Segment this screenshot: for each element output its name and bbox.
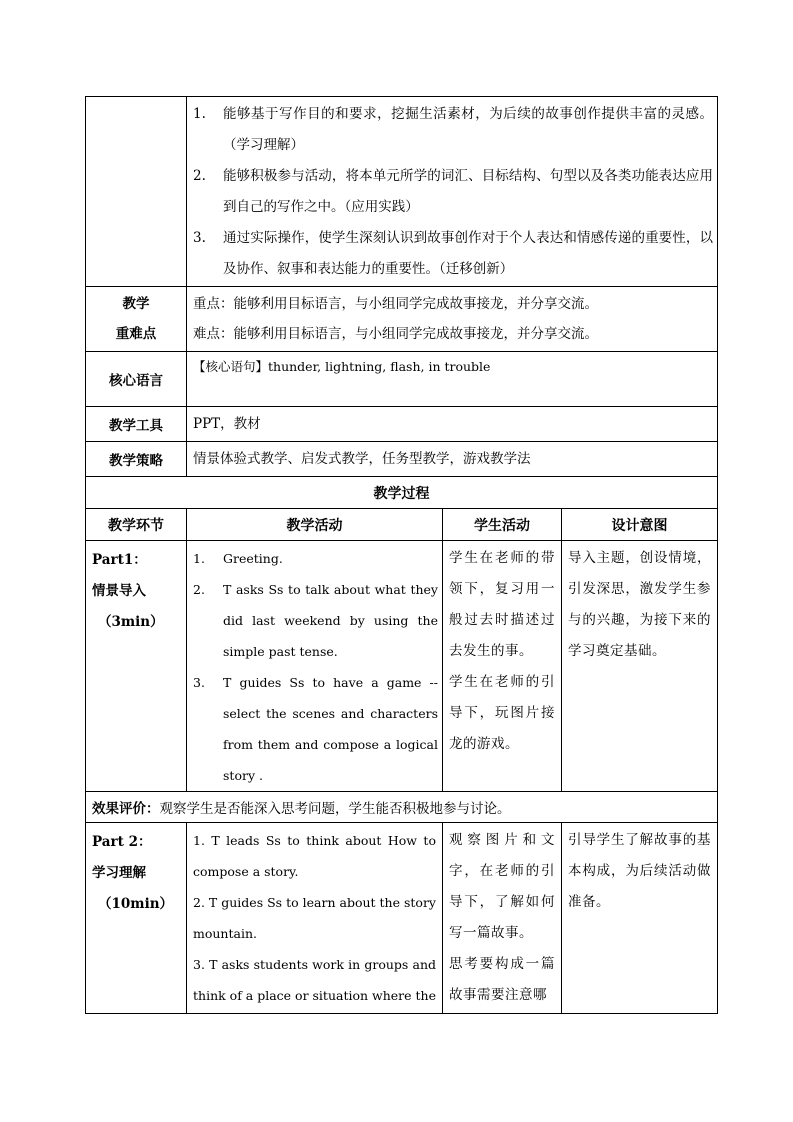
part1-activities-list [187, 543, 442, 791]
strategy-cell: 情景体验式教学、启发式教学，任务型教学，游戏教学法 [187, 442, 718, 477]
part1-row [86, 541, 718, 792]
process-title-row [86, 477, 718, 509]
activity-item: 2. T asks Ss to talk about what they did last weekend by using the simple past tense. [193, 582, 438, 659]
activity-item: 3. T guides Ss to have a game --select the scenes and characters from them and compose a logical story . [193, 675, 438, 783]
core-language-row [86, 352, 718, 407]
part2-intent-cell: 引导学生了解故事的基本构成，为后续活动做准备。 [562, 823, 718, 1014]
part1-name: Part1： [92, 552, 147, 568]
column-header: 教学环节 [86, 509, 187, 541]
part2-activities-cell [187, 823, 443, 1014]
objective-item: 1. 能够基于写作目的和要求，挖掘生活素材，为后续的故事创作提供丰富的灵感。（学习理解） [193, 106, 714, 153]
tools-label: 教学工具 [86, 407, 187, 442]
objective-item: 3. 通过实际操作，使学生深刻认识到故事创作对于个人表达和情感传递的重要性，以及协作、叙事和表达能力的重要性。（迁移创新） [193, 230, 714, 277]
part1-activities-cell [187, 541, 443, 792]
student-activity-text: 学生在老师的引导下，玩图片接龙的游戏。 [449, 674, 555, 752]
activity-item: 3. T asks students work in groups and think of a place or situation where the [193, 957, 436, 1003]
column-header: 学生活动 [443, 509, 562, 541]
difficulty-text: 难点：能够利用目标语言，与小组同学完成故事接龙，并分享交流。 [193, 326, 598, 342]
key-points-label: 教学 重难点 [86, 287, 187, 352]
activity-item: 1. T leads Ss to think about How to compose a story. [193, 833, 436, 879]
column-header: 教学活动 [187, 509, 443, 541]
focus-text: 重点：能够利用目标语言，与小组同学完成故事接龙，并分享交流。 [193, 296, 598, 312]
part2-name: Part 2： [92, 834, 152, 850]
part1-student-cell [443, 541, 562, 792]
tools-cell: PPT，教材 [187, 407, 718, 442]
tools-row [86, 407, 718, 442]
part1-duration: （3min） [98, 614, 164, 630]
part1-stage-cell [86, 541, 187, 792]
objectives-cell [187, 97, 718, 287]
objective-item: 2. 能够积极参与活动，将本单元所学的词汇、目标结构、句型以及各类功能表达应用到自己的写作之中。（应用实践） [193, 168, 714, 215]
activity-item: 2. T guides Ss to learn about the story mountain. [193, 895, 436, 941]
evaluation-label: 效果评价： [92, 801, 160, 817]
part2-row [86, 823, 718, 1014]
student-activity-text: 学生在老师的带领下，复习用一般过去时描述过去发生的事。 [449, 550, 555, 659]
process-title: 教学过程 [86, 477, 718, 509]
student-activity-text: 观察图片和文字，在老师的引导下，了解如何写一篇故事。 [449, 832, 555, 941]
part2-title: 学习理解 [92, 865, 146, 881]
core-language-cell: 【核心语句】thunder, lightning, flash, in trouble [187, 352, 718, 407]
strategy-row [86, 442, 718, 477]
lesson-plan-page [85, 96, 717, 1014]
strategy-label: 教学策略 [86, 442, 187, 477]
evaluation-text: 观察学生是否能深入思考问题，学生能否积极地参与讨论。 [159, 801, 511, 817]
activity-item: 1. Greeting. [193, 551, 283, 566]
objectives-label-cell [86, 97, 187, 287]
objectives-list [187, 99, 717, 285]
objectives-row [86, 97, 718, 287]
key-points-cell [187, 287, 718, 352]
evaluation-row [86, 792, 718, 823]
part2-student-cell [443, 823, 562, 1014]
lesson-plan-table [85, 96, 718, 1014]
student-activity-text: 思考要构成一篇故事需要注意哪 [449, 956, 555, 1003]
part1-title: 情景导入 [92, 583, 146, 599]
column-header-row [86, 509, 718, 541]
key-points-row [86, 287, 718, 352]
core-language-label: 核心语言 [86, 352, 187, 407]
part2-stage-cell [86, 823, 187, 1014]
part1-intent-cell: 导入主题，创设情境，引发深思，激发学生参与的兴趣，为接下来的学习奠定基础。 [562, 541, 718, 792]
evaluation-cell [86, 792, 718, 823]
column-header: 设计意图 [562, 509, 718, 541]
part2-duration: （10min） [98, 896, 174, 912]
